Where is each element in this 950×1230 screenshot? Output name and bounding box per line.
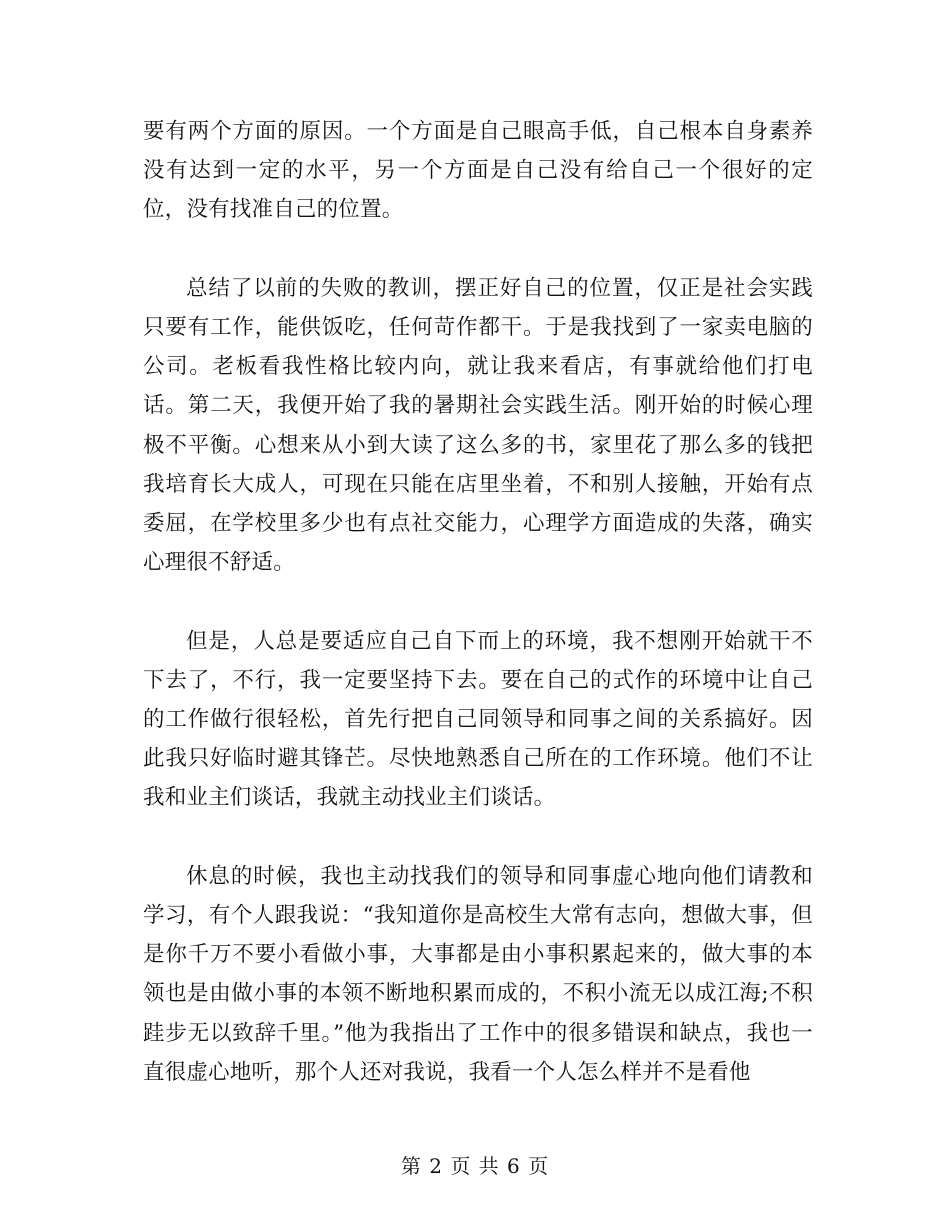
paragraph-2: 总结了以前的失败的教训，摆正好自己的位置，仅正是社会实践只要有工作，能供饭吃，任何苛作都干。于是我找到了一家卖电脑的公司。老板看我性格比较内向，就让我来看店，有事就给他们打电话。第二天，我便开始了我的暑期社会实践生活。刚开始的时候心理极不平衡。心想来从小到大读了这么多的书，家里花了那么多的钱把我培育长大成人，可现在只能在店里坐着，不和别人接触，开始有点委屈，在学校里多少也有点社交能力，心理学方面造成的失落，确实心理很不舒适。 xyxy=(143,275,813,576)
paragraph-4: 休息的时候，我也主动找我们的领导和同事虚心地向他们请教和学习，有个人跟我说：“我知道你是高校生大常有志向，想做大事，但是你千万不要小看做小事，大事都是由小事积累起来的，做大事的本领也是由做小事的本领不断地积累而成的，不积小流无以成江海;不积跬步无以致辞千里。”他为我指出了工作中的很多错误和缺点，我也一直很虚心地听，那个人还对我说，我看一个人怎么样并不是看他 xyxy=(143,863,813,1085)
paragraph-1: 要有两个方面的原因。一个方面是自己眼高手低，自己根本自身素养没有达到一定的水平，另一个方面是自己没有给自己一个很好的定位，没有找准自己的位置。 xyxy=(143,119,813,223)
page-number-footer: 第 2 页 共 6 页 xyxy=(400,1154,550,1178)
paragraph-3: 但是，人总是要适应自己自下而上的环境，我不想刚开始就干不下去了，不行，我一定要坚持下去。要在自己的式作的环境中让自己的工作做行很轻松，首先行把自己同领导和同事之间的关系搞好。因此我只好临时避其锋芒。尽快地熟悉自己所在的工作环境。他们不让我和业主们谈话，我就主动找业主们谈话。 xyxy=(143,628,813,811)
document-body xyxy=(143,112,813,1092)
